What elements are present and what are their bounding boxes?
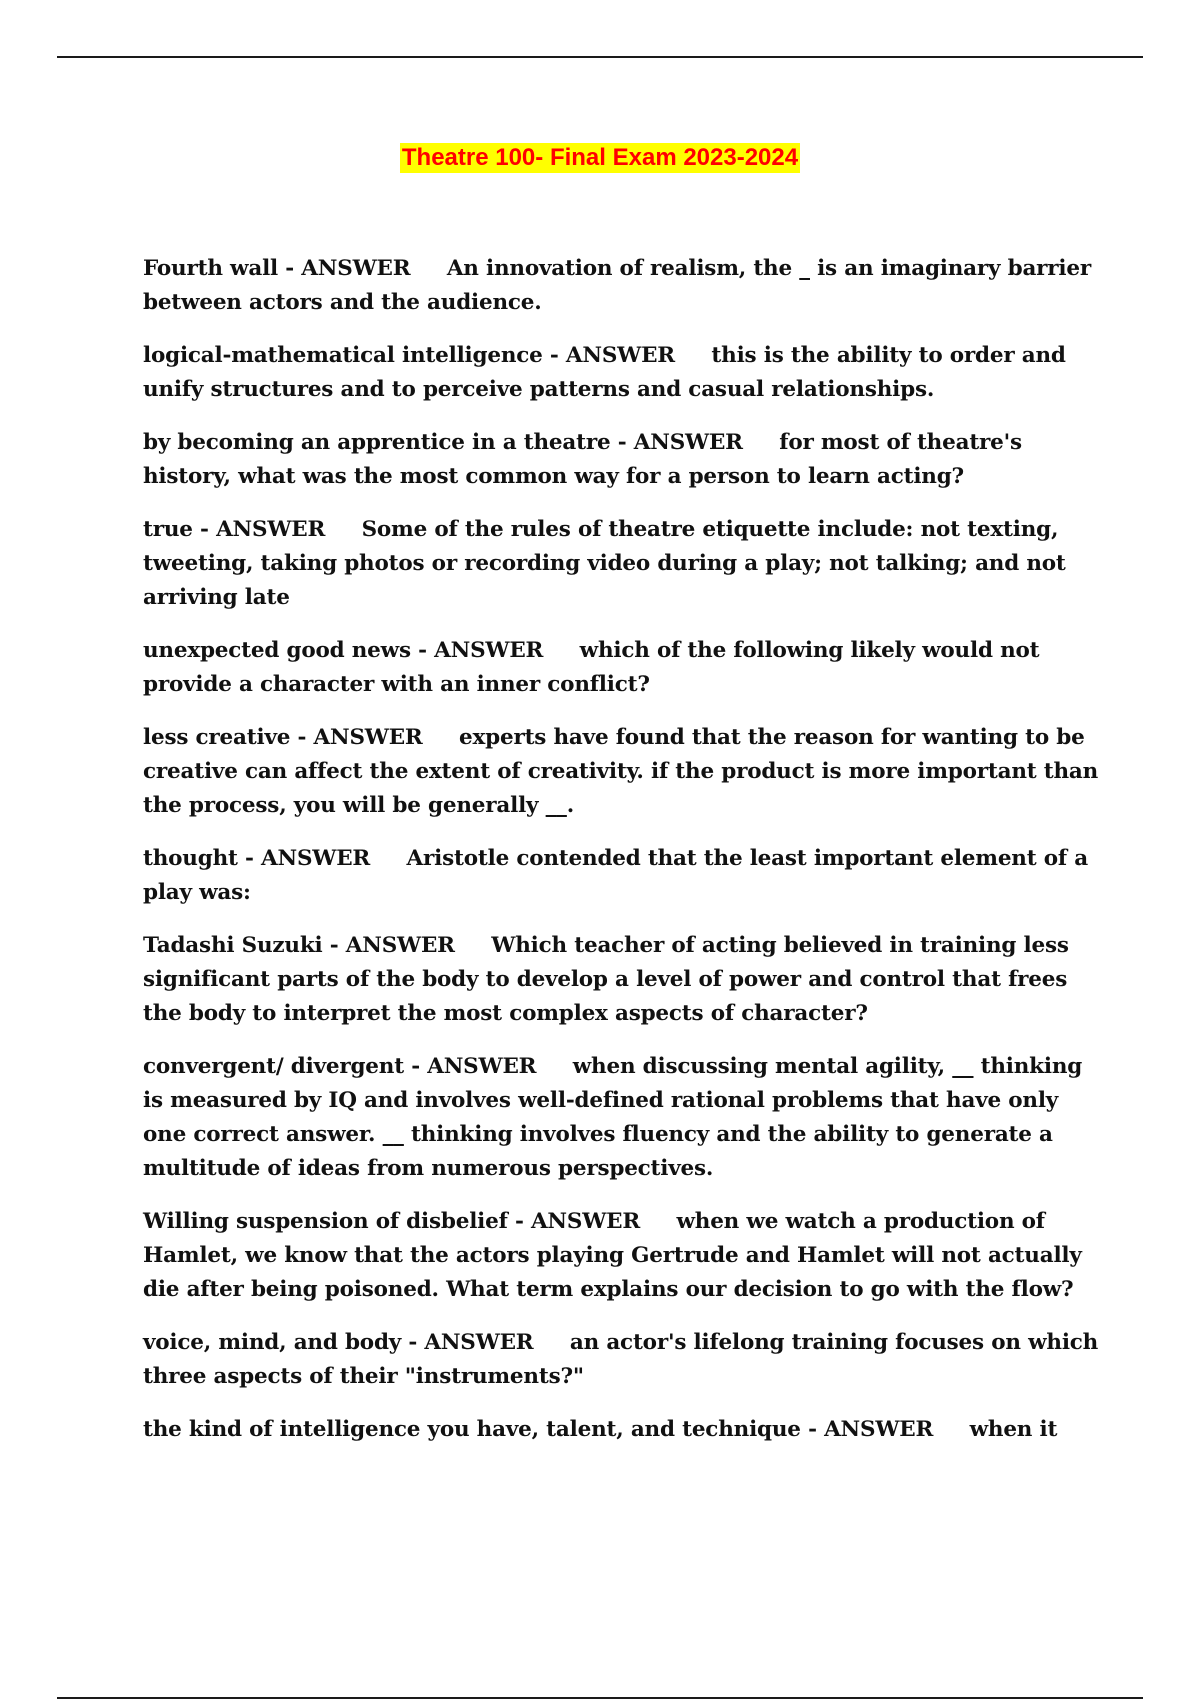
qa-item	[143, 721, 1103, 823]
answer-text: Willing suspension of disbelief - ANSWER	[143, 1209, 641, 1234]
answer-text: Tadashi Suzuki - ANSWER	[143, 933, 455, 958]
qa-item	[143, 634, 1103, 702]
answer-text: by becoming an apprentice in a theatre - ANSWER	[143, 430, 743, 455]
answer-text: Fourth wall - ANSWER	[143, 256, 411, 281]
qa-item	[143, 513, 1103, 615]
qa-item	[143, 842, 1103, 910]
qa-item	[143, 426, 1103, 494]
question-text: An innovation of realism, the _ is an imaginary barrier between actors and the audience.	[143, 256, 1092, 315]
question-text: for most of theatre's history, what was the most common way for a person to learn acting?	[143, 430, 1022, 489]
qa-list	[143, 252, 1103, 1466]
qa-item	[143, 1413, 1103, 1447]
answer-text: the kind of intelligence you have, talent, and technique - ANSWER	[143, 1417, 934, 1442]
question-text: which of the following likely would not provide a character with an inner conflict?	[143, 638, 1040, 697]
top-divider	[57, 56, 1143, 58]
title-container	[0, 143, 1200, 173]
question-text: when we watch a production of Hamlet, we know that the actors playing Gertrude and Hamlet will not actually die after being poisoned. What term explains our decision to go with the flow?	[143, 1209, 1082, 1302]
qa-item	[143, 1050, 1103, 1186]
answer-text: unexpected good news - ANSWER	[143, 638, 544, 663]
qa-item	[143, 1326, 1103, 1394]
answer-text: voice, mind, and body - ANSWER	[143, 1330, 534, 1355]
qa-item	[143, 929, 1103, 1031]
answer-text: convergent/ divergent - ANSWER	[143, 1054, 537, 1079]
qa-item	[143, 339, 1103, 407]
answer-text: true - ANSWER	[143, 517, 326, 542]
qa-item	[143, 252, 1103, 320]
bottom-divider	[57, 1697, 1143, 1699]
document-title: Theatre 100- Final Exam 2023-2024	[401, 144, 799, 171]
answer-text: thought - ANSWER	[143, 846, 371, 871]
question-text: this is the ability to order and unify structures and to perceive patterns and casual relationships.	[143, 343, 1066, 402]
qa-item	[143, 1205, 1103, 1307]
question-text: Which teacher of acting believed in training less significant parts of the body to develop a level of power and control that frees the body to interpret the most complex aspects of character?	[143, 933, 1069, 1026]
answer-text: less creative - ANSWER	[143, 725, 423, 750]
question-text: when it	[969, 1417, 1058, 1442]
question-text: experts have found that the reason for wanting to be creative can affect the extent of creativity. if the product is more important than the process, you will be generally __.	[143, 725, 1099, 818]
question-text: an actor's lifelong training focuses on which three aspects of their "instruments?"	[143, 1330, 1099, 1389]
answer-text: logical-mathematical intelligence - ANSWER	[143, 343, 675, 368]
question-text: Some of the rules of theatre etiquette include: not texting, tweeting, taking photos or recording video during a play; not talking; and not arriving late	[143, 517, 1066, 610]
question-text: when discussing mental agility, __ thinking is measured by IQ and involves well-defined rational problems that have only one correct answer. __ thinking involves fluency and the ability to generate a multitude of ideas from numerous perspectives.	[143, 1054, 1083, 1181]
question-text: Aristotle contended that the least important element of a play was:	[143, 846, 1088, 905]
